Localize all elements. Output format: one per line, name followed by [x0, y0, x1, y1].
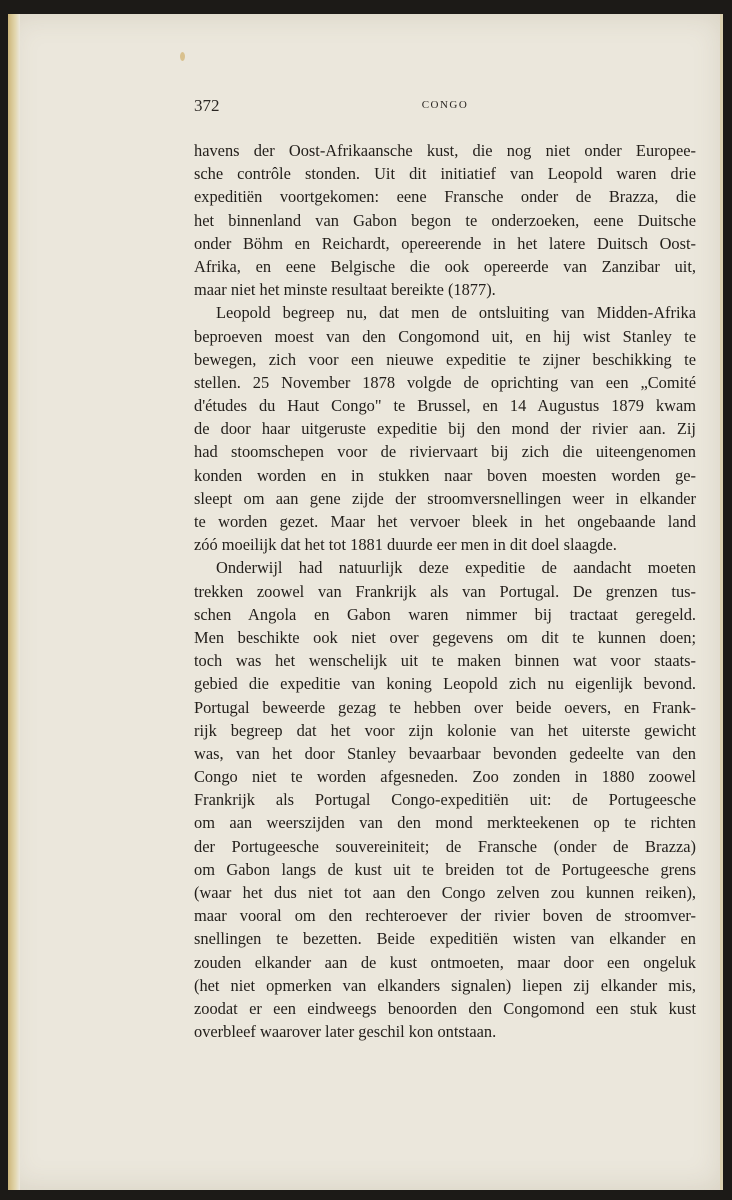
- page-edge-right: [720, 14, 723, 1190]
- text-line: Frankrijk als Portugal Congo-expeditiën uit: de Portugeesche: [194, 790, 696, 810]
- text-line: zoodat er een eindweegs benoorden den Congomond een stuk kust: [194, 998, 696, 1018]
- text-line: Portugal beweerde gezag te hebben over beide oevers, en Frank-: [194, 697, 696, 717]
- text-line: stellen. 25 November 1878 volgde de oprichting van een „Comité: [194, 372, 696, 392]
- text-line: gebied die expeditie van koning Leopold zich nu eigenlijk bevond.: [194, 674, 696, 694]
- text-line: sche contrôle stonden. Uit dit initiatief van Leopold waren drie: [194, 164, 696, 184]
- text-line: beproeven moest van den Congomond uit, en hij wist Stanley te: [194, 326, 696, 346]
- text-line: der Portugeesche souvereiniteit; de Fransche (onder de Brazza): [194, 836, 696, 856]
- text-line: schen Angola en Gabon waren nimmer bij tractaat geregeld.: [194, 604, 696, 624]
- paragraph: [194, 139, 696, 301]
- text-line: om aan weerszijden van den mond merkteekenen op te richten: [194, 813, 696, 833]
- paper-stain: [180, 52, 185, 61]
- body-text: [194, 139, 696, 1043]
- page-edge-left: [8, 14, 20, 1190]
- text-line: zouden elkander aan de kust ontmoeten, maar door een ongeluk: [194, 952, 696, 972]
- page-header: [194, 96, 696, 120]
- text-line: bewegen, zich voor een nieuwe expeditie te zijner beschikking te: [194, 349, 696, 369]
- text-line: Congo niet te worden afgesneden. Zoo zonden in 1880 zoowel: [194, 767, 696, 787]
- text-line: expeditiën voortgekomen: eene Fransche onder de Brazza, die: [194, 187, 696, 207]
- text-line: snellingen te bezetten. Beide expeditiën wisten van elkander en: [194, 929, 696, 949]
- text-line: trekken zoowel van Frankrijk als van Portugal. De grenzen tus-: [194, 581, 696, 601]
- text-line: overbleef waarover later geschil kon ontstaan.: [194, 1022, 497, 1042]
- text-line: toch was het wenschelijk uit te maken binnen wat voor staats-: [194, 651, 696, 671]
- text-line: konden worden en in stukken naar boven moesten worden ge-: [194, 465, 696, 485]
- text-line: Men beschikte ook niet over gegevens om dit te kunnen doen;: [194, 627, 696, 647]
- text-line: maar vooral om den rechteroever der rivier boven de stroomver-: [194, 906, 696, 926]
- text-line: onder Böhm en Reichardt, opereerende in het latere Duitsch Oost-: [194, 233, 696, 253]
- text-line: sleept om aan gene zijde der stroomversnellingen weer in elkander: [194, 488, 696, 508]
- paragraph: [194, 556, 696, 1043]
- text-line: rijk begreep dat het voor zijn kolonie van het uiterste gewicht: [194, 720, 696, 740]
- text-line: het binnenland van Gabon begon te onderzoeken, eene Duitsche: [194, 210, 696, 230]
- text-line: (waar het dus niet tot aan den Congo zelven zou kunnen reiken),: [194, 883, 696, 902]
- text-line: om Gabon langs de kust uit te breiden tot de Portugeesche grens: [194, 859, 696, 879]
- paragraph: [194, 301, 696, 556]
- text-line: maar niet het minste resultaat bereikte (1877).: [194, 280, 496, 300]
- text-line: (het niet opmerken van elkanders signalen) liepen zij elkander mis,: [194, 975, 696, 995]
- text-line: Onderwijl had natuurlijk deze expeditie de aandacht moeten: [216, 558, 696, 578]
- page-number: 372: [194, 96, 220, 115]
- text-line: d'études du Haut Congo" te Brussel, en 14 Augustus 1879 kwam: [194, 396, 696, 416]
- text-line: was, van het door Stanley bevaarbaar bevonden gedeelte van den: [194, 743, 696, 763]
- text-line: de door haar uitgeruste expeditie bij den mond der rivier aan. Zij: [194, 419, 696, 439]
- text-line: te worden gezet. Maar het vervoer bleek in het ongebaande land: [194, 512, 696, 531]
- running-head: CONGO: [421, 99, 469, 111]
- text-line: had stoomschepen voor de riviervaart bij zich die uiteengenomen: [194, 442, 696, 462]
- text-line: zóó moeilijk dat het tot 1881 duurde eer men in dit doel slaagde.: [194, 535, 617, 555]
- text-line: Leopold begreep nu, dat men de ontsluiting van Midden-Afrika: [216, 303, 696, 323]
- text-line: Afrika, en eene Belgische die ook opereerde van Zanzibar uit,: [194, 256, 696, 276]
- text-line: havens der Oost-Afrikaansche kust, die nog niet onder Europee-: [194, 141, 696, 160]
